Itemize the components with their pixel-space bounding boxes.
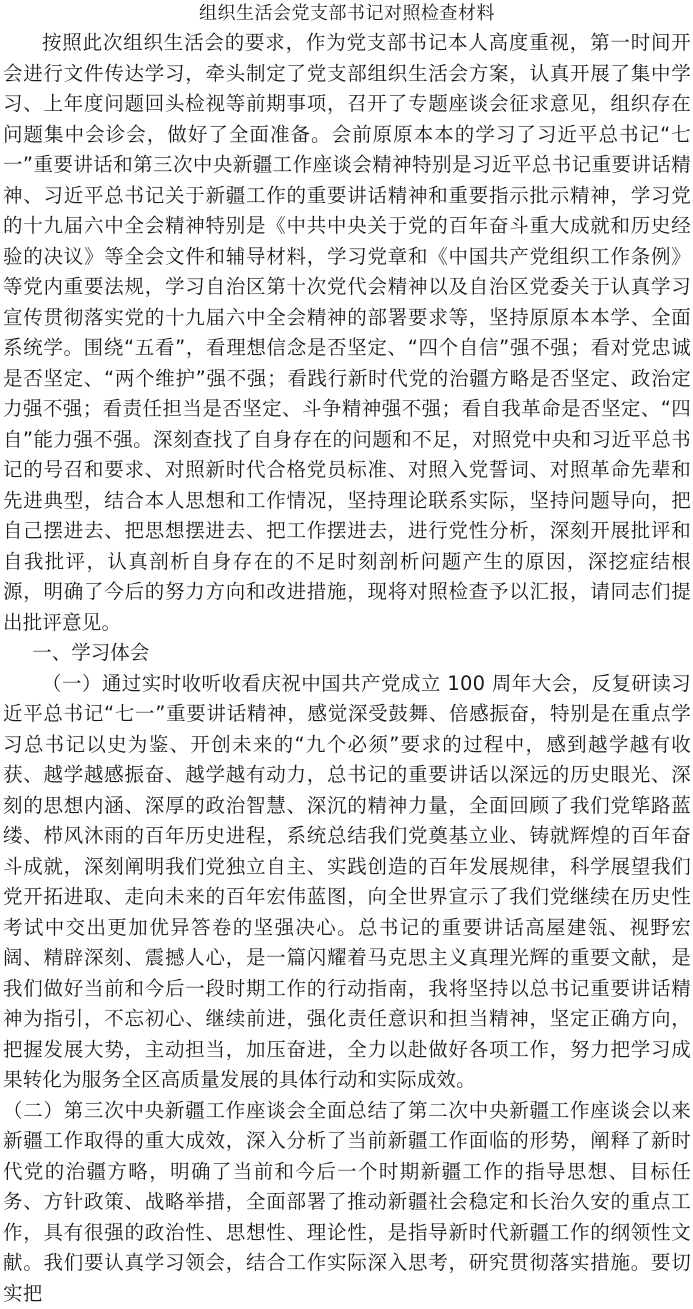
document-page [3,0,691,1309]
intro-paragraph: 按照此次组织生活会的要求，作为党支部书记本人高度重视，第一时间开会进行文件传达学习，牵头制定了党支部组织生活会方案，认真开展了集中学习、上年度问题回头检视等前期事项，召开了专题座谈会征求意见，组织存在问题集中会诊会，做好了全面准备。会前原原本本的学习了习近平总书记“七一”重要讲话和第三次中央新疆工作座谈会精神特别是习近平总书记重要讲话精神、习近平总书记关于新疆工作的重要讲话精神和重要指示批示精神，学习党的十九届六中全会精神特别是《中共中央关于党的百年奋斗重大成就和历史经验的决议》等全会文件和辅导材料，学习党章和《中国共产党组织工作条例》等党内重要法规，学习自治区第十次党代会精神以及自治区党委关于认真学习宣传贯彻落实党的十九届六中全会精神的部署要求等，坚持原原本本学、全面系统学。围绕“五看”，看理想信念是否坚定、“四个自信”强不强；看对党忠诚是否坚定、“两个维护”强不强；看践行新时代党的治疆方略是否坚定、政治定力强不强；看责任担当是否坚定、斗争精神强不强；看自我革命是否坚定、“四自”能力强不强。深刻查找了自身存在的问题和不足，对照党中央和习近平总书记的号召和要求、对照新时代合格党员标准、对照入党誓词、对照革命先辈和先进典型，结合本人思想和工作情况，坚持理论联系实际，坚持问题导向，把自己摆进去、把思想摆进去、把工作摆进去，进行党性分析，深刻开展批评和自我批评，认真剖析自身存在的不足时刻剖析问题产生的原因，深挖症结根源，明确了今后的努力方向和改进措施，现将对照检查予以汇报，请同志们提出批评意见。 [3,28,691,638]
study-item-1: （一）通过实时收听收看庆祝中国共产党成立 100 周年大会，反复研读习近平总书记“七一”重要讲话精神，感觉深受鼓舞、倍感振奋，特别是在重点学习总书记以史为鉴、开创未来的“九个必须”要求的过程中，感到越学越有收获、越学越感振奋、越学越有动力，总书记的重要讲话以深远的历史眼光、深刻的思想内涵、深厚的政治智慧、深沉的精神力量，全面回顾了我们党筚路蓝缕、栉风沐雨的百年历史进程，系统总结我们党奠基立业、铸就辉煌的百年奋斗成就，深刻阐明我们党独立自主、实践创造的百年发展规律，科学展望我们党开拓进取、走向未来的百年宏伟蓝图，向全世界宣示了我们党继续在历史性考试中交出更加优异答卷的坚强决心。总书记的重要讲话高屋建瓴、视野宏阔、精辟深刻、震撼人心，是一篇闪耀着马克思主义真理光辉的重要文献，是我们做好当前和今后一段时期工作的行动指南，我将坚持以总书记重要讲话精神为指引，不忘初心、继续前进，强化责任意识和担当精神，坚定正确方向，把握发展大势，主动担当，加压奋进，全力以赴做好各项工作，努力把学习成果转化为服务全区高质量发展的具体行动和实际成效。 [3,669,691,1096]
study-item-2: （二）第三次中央新疆工作座谈会全面总结了第二次中央新疆工作座谈会以来新疆工作取得的重大成效，深入分析了当前新疆工作面临的形势，阐释了新时代党的治疆方略，明确了当前和今后一个时期新疆工作的指导思想、目标任务、方针政策、战略举措，全面部署了推动新疆社会稳定和长治久安的重点工作，具有很强的政治性、思想性、理论性，是指导新时代新疆工作的纲领性文献。我们要认真学习领会，结合工作实际深入思考，研究贯彻落实措施。要切实把 [3,1096,691,1309]
section-heading-study: 一、学习体会 [3,638,691,669]
document-title: 组织生活会党支部书记对照检查材料 [3,0,691,28]
